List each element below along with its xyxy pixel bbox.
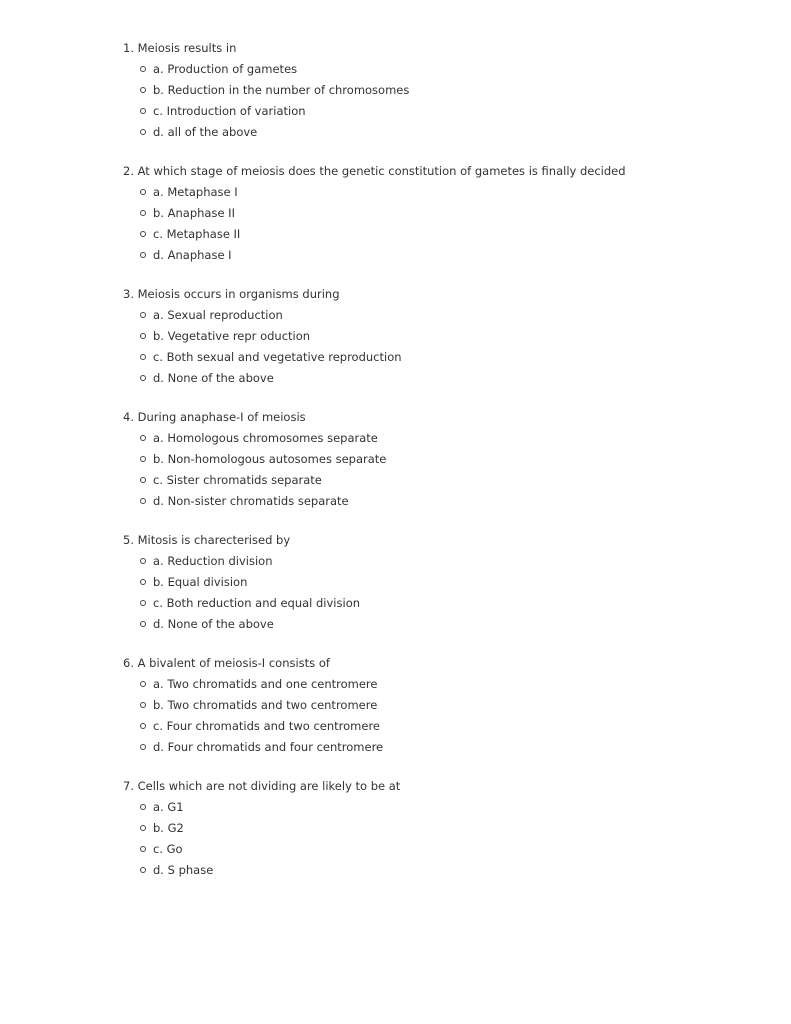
question-3 — [123, 286, 743, 391]
option-text: c. Metaphase II — [153, 227, 241, 241]
circle-bullet-icon — [140, 129, 146, 135]
option-item — [123, 493, 743, 514]
circle-bullet-icon — [140, 252, 146, 258]
option-item — [123, 676, 743, 697]
question-2 — [123, 163, 743, 268]
circle-bullet-icon — [140, 846, 146, 852]
option-list — [123, 184, 743, 268]
question-text: 1. Meiosis results in — [123, 41, 237, 55]
option-item — [123, 739, 743, 760]
option-item — [123, 61, 743, 82]
circle-bullet-icon — [140, 702, 146, 708]
circle-bullet-icon — [140, 231, 146, 237]
quiz-list — [123, 40, 743, 901]
circle-bullet-icon — [140, 744, 146, 750]
option-text: b. G2 — [153, 821, 184, 835]
circle-bullet-icon — [140, 867, 146, 873]
option-text: d. Four chromatids and four centromere — [153, 740, 384, 754]
option-item — [123, 184, 743, 205]
option-text: a. Production of gametes — [153, 62, 298, 76]
question-text: 4. During anaphase-I of meiosis — [123, 410, 306, 424]
option-text: c. Sister chromatids separate — [153, 473, 322, 487]
option-item — [123, 451, 743, 472]
option-item — [123, 124, 743, 145]
circle-bullet-icon — [140, 456, 146, 462]
circle-bullet-icon — [140, 600, 146, 606]
circle-bullet-icon — [140, 66, 146, 72]
option-item — [123, 370, 743, 391]
question-6 — [123, 655, 743, 760]
circle-bullet-icon — [140, 804, 146, 810]
circle-bullet-icon — [140, 333, 146, 339]
option-item — [123, 841, 743, 862]
question-1 — [123, 40, 743, 145]
circle-bullet-icon — [140, 579, 146, 585]
option-item — [123, 307, 743, 328]
option-item — [123, 616, 743, 637]
option-item — [123, 328, 743, 349]
option-text: d. None of the above — [153, 371, 274, 385]
option-text: a. Reduction division — [153, 554, 273, 568]
option-item — [123, 472, 743, 493]
option-text: b. Two chromatids and two centromere — [153, 698, 378, 712]
question-4 — [123, 409, 743, 514]
question-7 — [123, 778, 743, 883]
option-list — [123, 553, 743, 637]
option-text: b. Non-homologous autosomes separate — [153, 452, 387, 466]
option-text: a. Metaphase I — [153, 185, 238, 199]
circle-bullet-icon — [140, 87, 146, 93]
option-text: d. S phase — [153, 863, 214, 877]
option-item — [123, 553, 743, 574]
circle-bullet-icon — [140, 210, 146, 216]
circle-bullet-icon — [140, 435, 146, 441]
circle-bullet-icon — [140, 312, 146, 318]
option-item — [123, 718, 743, 739]
circle-bullet-icon — [140, 825, 146, 831]
option-item — [123, 799, 743, 820]
option-item — [123, 205, 743, 226]
option-item — [123, 247, 743, 268]
option-text: c. Both sexual and vegetative reproduction — [153, 350, 402, 364]
option-list — [123, 307, 743, 391]
option-text: b. Vegetative repr oduction — [153, 329, 311, 343]
circle-bullet-icon — [140, 558, 146, 564]
option-text: c. Both reduction and equal division — [153, 596, 361, 610]
question-text: 7. Cells which are not dividing are likely to be at — [123, 779, 401, 793]
option-item — [123, 862, 743, 883]
option-text: b. Equal division — [153, 575, 248, 589]
option-item — [123, 226, 743, 247]
option-list — [123, 61, 743, 145]
option-text: a. G1 — [153, 800, 184, 814]
option-item — [123, 430, 743, 451]
option-list — [123, 430, 743, 514]
circle-bullet-icon — [140, 108, 146, 114]
circle-bullet-icon — [140, 621, 146, 627]
option-text: c. Introduction of variation — [153, 104, 306, 118]
option-text: b. Reduction in the number of chromosomes — [153, 83, 410, 97]
question-5 — [123, 532, 743, 637]
question-text: 6. A bivalent of meiosis-I consists of — [123, 656, 330, 670]
option-item — [123, 820, 743, 841]
option-text: b. Anaphase II — [153, 206, 235, 220]
option-text: a. Sexual reproduction — [153, 308, 283, 322]
question-text: 5. Mitosis is charecterised by — [123, 533, 291, 547]
option-list — [123, 676, 743, 760]
option-text: d. all of the above — [153, 125, 258, 139]
option-text: d. Anaphase I — [153, 248, 232, 262]
option-list — [123, 799, 743, 883]
option-text: d. Non-sister chromatids separate — [153, 494, 349, 508]
option-item — [123, 595, 743, 616]
circle-bullet-icon — [140, 477, 146, 483]
circle-bullet-icon — [140, 189, 146, 195]
circle-bullet-icon — [140, 681, 146, 687]
option-text: c. Four chromatids and two centromere — [153, 719, 381, 733]
circle-bullet-icon — [140, 375, 146, 381]
circle-bullet-icon — [140, 498, 146, 504]
option-item — [123, 697, 743, 718]
option-text: a. Two chromatids and one centromere — [153, 677, 378, 691]
option-item — [123, 103, 743, 124]
circle-bullet-icon — [140, 723, 146, 729]
question-text: 3. Meiosis occurs in organisms during — [123, 287, 340, 301]
circle-bullet-icon — [140, 354, 146, 360]
option-item — [123, 82, 743, 103]
option-text: a. Homologous chromosomes separate — [153, 431, 378, 445]
question-text: 2. At which stage of meiosis does the genetic constitution of gametes is finally decided — [123, 164, 626, 178]
option-item — [123, 574, 743, 595]
option-text: d. None of the above — [153, 617, 274, 631]
option-item — [123, 349, 743, 370]
option-text: c. Go — [153, 842, 183, 856]
